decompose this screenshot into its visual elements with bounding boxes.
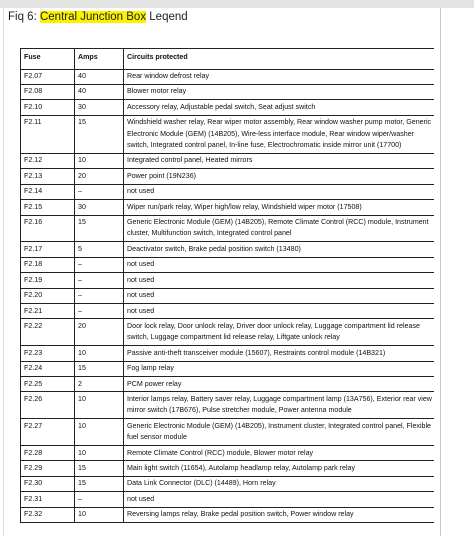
- circuits-cell: Main light switch (11654), Autolamp headlamp relay, Autolamp park relay: [124, 461, 435, 476]
- amps-cell: 5: [75, 242, 124, 257]
- table-row: [21, 461, 435, 476]
- circuits-cell: Reversing lamps relay, Brake pedal position switch, Power window relay: [124, 507, 435, 522]
- fuse-cell: F2.30: [21, 476, 75, 491]
- table-row: [21, 288, 435, 303]
- circuits-cell: Data Link Connector (DLC) (14489), Horn relay: [124, 476, 435, 491]
- amps-cell: –: [75, 184, 124, 199]
- fuse-cell: F2.31: [21, 492, 75, 507]
- circuits-cell: Generic Electronic Module (GEM) (14B205), Remote Climate Control (RCC) module, Instrument cluster, Multifunction switch, Integrated control panel: [124, 215, 435, 242]
- amps-cell: –: [75, 492, 124, 507]
- amps-cell: –: [75, 257, 124, 272]
- fuse-cell: F2.21: [21, 304, 75, 319]
- amps-cell: 2: [75, 377, 124, 392]
- fuse-table: [20, 48, 434, 523]
- table-row: [21, 304, 435, 319]
- circuits-cell: Integrated control panel, Heated mirrors: [124, 153, 435, 168]
- table-row: [21, 346, 435, 361]
- amps-cell: 15: [75, 115, 124, 153]
- amps-cell: –: [75, 273, 124, 288]
- fuse-cell: F2.19: [21, 273, 75, 288]
- header-circuits: Circuits protected: [124, 49, 435, 70]
- amps-cell: 30: [75, 100, 124, 115]
- table-row: [21, 392, 435, 419]
- fuse-cell: F2.15: [21, 200, 75, 215]
- caption-suffix: Leqend: [146, 11, 188, 23]
- table-row: [21, 361, 435, 376]
- amps-cell: 10: [75, 507, 124, 522]
- fuse-cell: F2.28: [21, 446, 75, 461]
- amps-cell: 40: [75, 84, 124, 99]
- amps-cell: 20: [75, 319, 124, 346]
- caption-prefix: Fiq 6:: [8, 11, 40, 23]
- circuits-cell: not used: [124, 288, 435, 303]
- fuse-cell: F2.22: [21, 319, 75, 346]
- table-row: [21, 319, 435, 346]
- fuse-cell: F2.11: [21, 115, 75, 153]
- fuse-cell: F2.26: [21, 392, 75, 419]
- table-row: [21, 419, 435, 446]
- fuse-cell: F2.10: [21, 100, 75, 115]
- amps-cell: 10: [75, 446, 124, 461]
- circuits-cell: PCM power relay: [124, 377, 435, 392]
- table-row: [21, 257, 435, 272]
- amps-cell: 20: [75, 169, 124, 184]
- amps-cell: 10: [75, 346, 124, 361]
- circuits-cell: Interior lamps relay, Battery saver relay, Luggage compartment lamp (13A756), Exterior rear view mirror switch (17B676), Pulse stretcher module, Power antenna module: [124, 392, 435, 419]
- fuse-cell: F2.24: [21, 361, 75, 376]
- circuits-cell: Windshield washer relay, Rear wiper motor assembly, Rear window washer pump motor, Generic Electronic Module (GEM) (14B205), Wire-less interface module, Rear window wiper/washer switch, Integrated control panel, In-line fuse, Electrochromatic inside mirror unit (17700): [124, 115, 435, 153]
- circuits-cell: not used: [124, 304, 435, 319]
- table-row: [21, 273, 435, 288]
- circuits-cell: Remote Climate Control (RCC) module, Blower motor relay: [124, 446, 435, 461]
- table-row: [21, 69, 435, 84]
- fuse-cell: F2.23: [21, 346, 75, 361]
- circuits-cell: not used: [124, 273, 435, 288]
- amps-cell: 10: [75, 392, 124, 419]
- fuse-cell: F2.32: [21, 507, 75, 522]
- table-row: [21, 153, 435, 168]
- circuits-cell: not used: [124, 257, 435, 272]
- table-row: [21, 377, 435, 392]
- fuse-cell: F2.08: [21, 84, 75, 99]
- amps-cell: 40: [75, 69, 124, 84]
- amps-cell: 10: [75, 419, 124, 446]
- fuse-table-container: [20, 48, 434, 536]
- table-body: [21, 69, 435, 523]
- amps-cell: 30: [75, 200, 124, 215]
- table-row: [21, 242, 435, 257]
- circuits-cell: not used: [124, 184, 435, 199]
- table-row: [21, 169, 435, 184]
- document-page: [3, 8, 441, 536]
- table-row: [21, 215, 435, 242]
- table-row: [21, 492, 435, 507]
- table-row: [21, 184, 435, 199]
- table-header-row: [21, 49, 435, 70]
- circuits-cell: Deactivator switch, Brake pedal position switch (13480): [124, 242, 435, 257]
- circuits-cell: not used: [124, 492, 435, 507]
- amps-cell: 10: [75, 153, 124, 168]
- header-fuse: Fuse: [21, 49, 75, 70]
- caption-highlight: Central Junction Box: [39, 11, 147, 23]
- table-row: [21, 84, 435, 99]
- table-row: [21, 100, 435, 115]
- circuits-cell: Passive anti-theft transceiver module (15607), Restraints control module (14B321): [124, 346, 435, 361]
- figure-caption: [8, 11, 188, 23]
- circuits-cell: Generic Electronic Module (GEM) (14B205), Instrument cluster, Integrated control panel, Flexible fuel sensor module: [124, 419, 435, 446]
- fuse-cell: F2.16: [21, 215, 75, 242]
- table-row: [21, 200, 435, 215]
- circuits-cell: Fog lamp relay: [124, 361, 435, 376]
- amps-cell: 15: [75, 215, 124, 242]
- table-row: [21, 507, 435, 522]
- circuits-cell: Accessory relay, Adjustable pedal switch, Seat adjust switch: [124, 100, 435, 115]
- circuits-cell: Door lock relay, Door unlock relay, Driver door unlock relay, Luggage compartment lid release switch, Luggage compartment lid release relay, Liftgate unlock relay: [124, 319, 435, 346]
- fuse-cell: F2.25: [21, 377, 75, 392]
- fuse-cell: F2.17: [21, 242, 75, 257]
- fuse-cell: F2.12: [21, 153, 75, 168]
- header-amps: Amps: [75, 49, 124, 70]
- amps-cell: 15: [75, 461, 124, 476]
- amps-cell: –: [75, 304, 124, 319]
- fuse-cell: F2.27: [21, 419, 75, 446]
- table-row: [21, 446, 435, 461]
- circuits-cell: Power point (19N236): [124, 169, 435, 184]
- fuse-cell: F2.29: [21, 461, 75, 476]
- fuse-cell: F2.18: [21, 257, 75, 272]
- circuits-cell: Blower motor relay: [124, 84, 435, 99]
- amps-cell: 15: [75, 476, 124, 491]
- amps-cell: 15: [75, 361, 124, 376]
- amps-cell: –: [75, 288, 124, 303]
- table-row: [21, 476, 435, 491]
- circuits-cell: Rear window defrost relay: [124, 69, 435, 84]
- fuse-cell: F2.07: [21, 69, 75, 84]
- fuse-cell: F2.14: [21, 184, 75, 199]
- table-row: [21, 115, 435, 153]
- fuse-cell: F2.13: [21, 169, 75, 184]
- viewer-top-strip: [0, 0, 474, 8]
- circuits-cell: Wiper run/park relay, Wiper high/low relay, Windshield wiper motor (17508): [124, 200, 435, 215]
- fuse-cell: F2.20: [21, 288, 75, 303]
